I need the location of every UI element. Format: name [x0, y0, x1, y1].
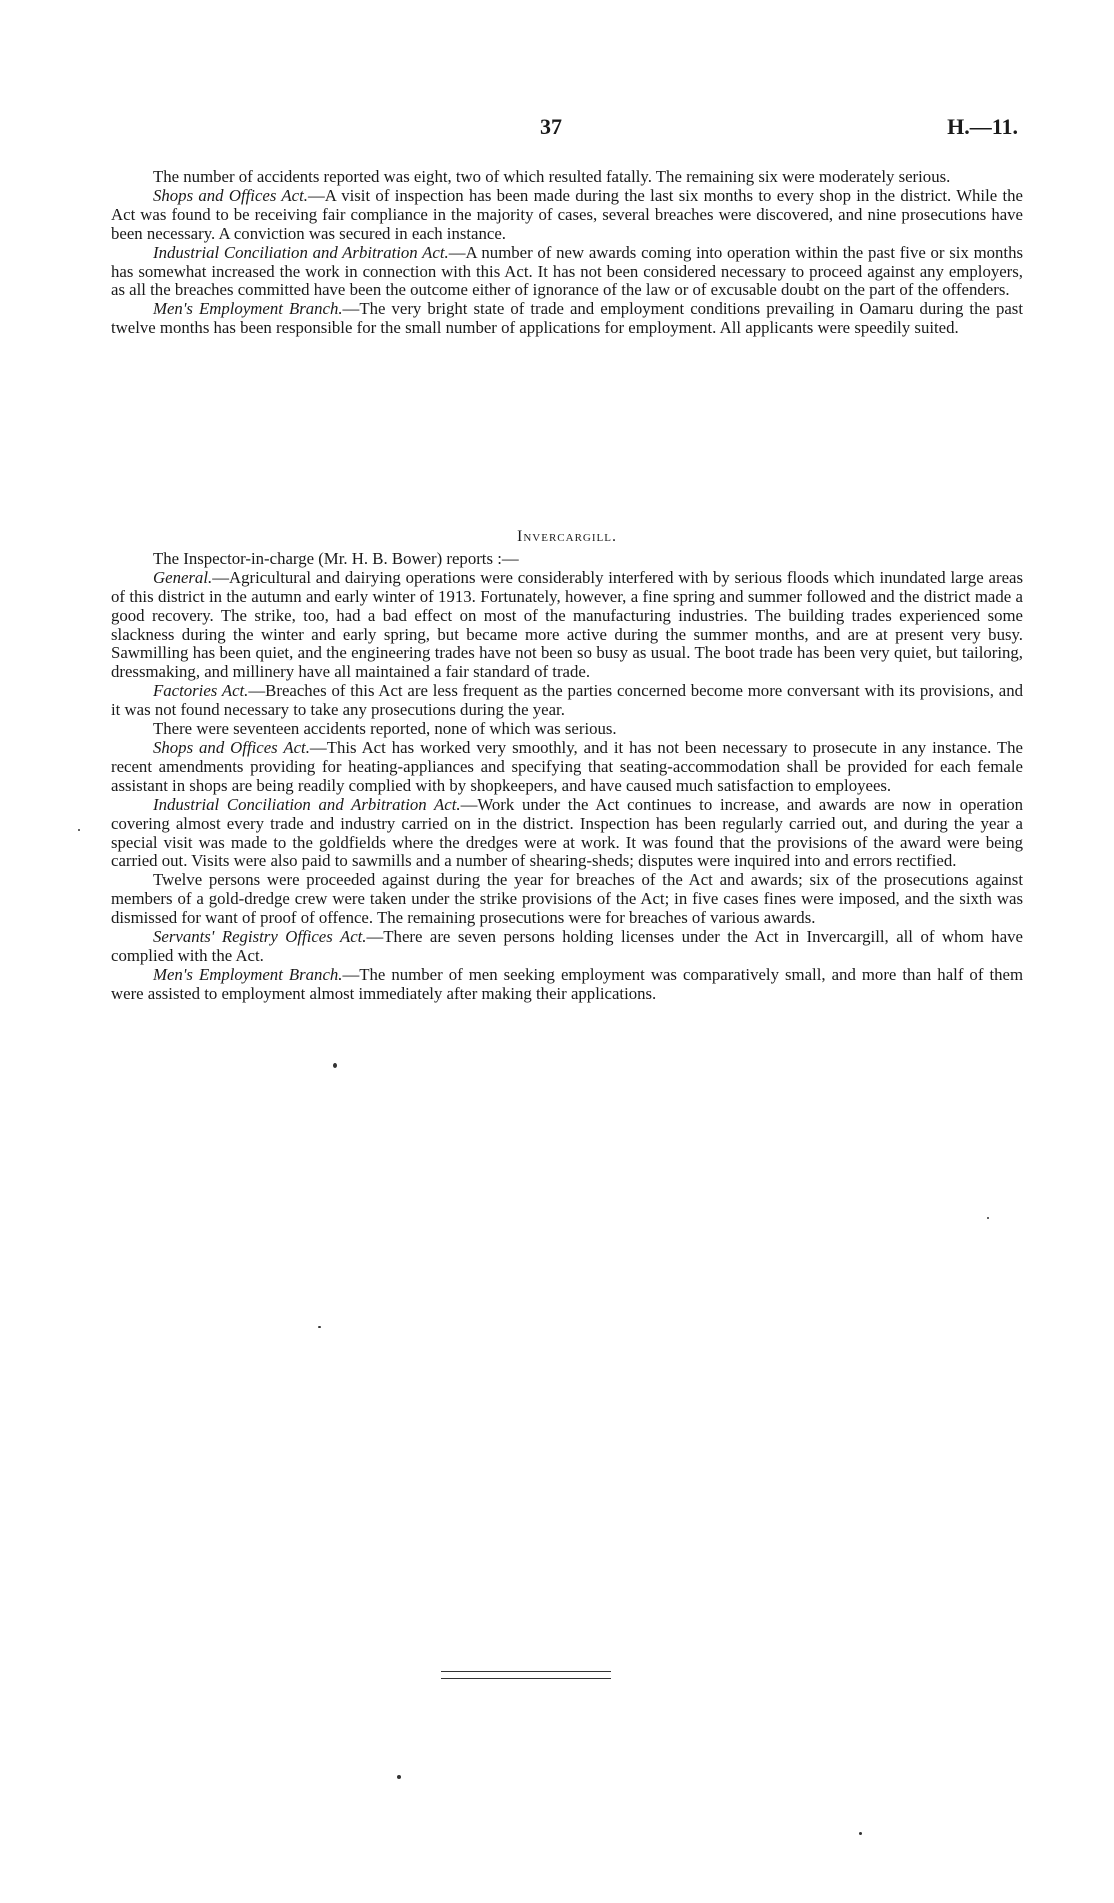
paragraph: [111, 966, 1023, 1004]
paragraph-lead: Servants' Registry Offices Act.: [153, 927, 367, 947]
paragraph: [111, 300, 1023, 338]
paragraph-text: —Breaches of this Act are less frequent as the parties concerned become more conversant with its provisions, and it was not found necessary to take any prosecutions during the year.: [111, 681, 1023, 720]
paragraph-lead: Shops and Offices Act.: [153, 185, 308, 205]
paragraph-text: —The number of men seeking employment was comparatively small, and more than half of them were assisted to employment almost immediately after making their applications.: [111, 964, 1024, 1003]
paragraph-text: There were seventeen accidents reported, none of which was serious.: [153, 719, 617, 739]
scan-speck: [333, 1063, 337, 1068]
paragraph-text: —A visit of inspection has been made during the last six months to every shop in the district. While the Act was found to be receiving fair compliance in the majority of cases, several breaches were discovered, and nine prosecutions have been necessary. A conviction was secured in each instance.: [111, 185, 1024, 243]
scan-speck: [859, 1832, 862, 1835]
paragraph-lead: Industrial Conciliation and Arbitration Act.: [153, 794, 461, 814]
paragraph-text: —The very bright state of trade and employment conditions prevailing in Oamaru during the past twelve months has been responsible for the small number of applications for employment. All applicants were speedily suited.: [111, 299, 1023, 338]
paragraph-text: Twelve persons were proceeded against during the year for breaches of the Act and awards; six of the prosecutions against members of a gold-dredge crew were taken under the strike provisions of the Act; in five cases fines were imposed, and the sixth was dismissed for want of proof of offence. The remaining prosecutions were for breaches of various awards.: [111, 870, 1023, 928]
paragraph-text: —Agricultural and dairying operations were considerably interfered with by serious floods which inundated large areas of this district in the autumn and early winter of 1913. Fortunately, however, a fine spring and summer followed and the district made a good recovery. The strike, too, had a bad effect on most of the manufacturing industries. The building trades experienced some slackness during the winter and early spring, but became more active during the summer months, and are at present very busy. Sawmilling has been quiet, and the engineering trades have not been so busy as usual. The boot trade has been very quiet, but tailoring, dressmaking, and millinery have all maintained a fair standard of trade.: [111, 567, 1023, 682]
paragraph: [111, 720, 1023, 739]
paragraph-text: —There are seven persons holding licenses under the Act in Invercargill, all of whom have complied with the Act.: [111, 927, 1023, 965]
paragraph-lead: Shops and Offices Act.: [153, 737, 310, 757]
paragraph-lead: Factories Act.: [153, 681, 249, 701]
paragraph: [111, 187, 1023, 244]
paragraph: [111, 168, 1023, 187]
closing-double-rule: [441, 1671, 611, 1679]
paragraph-text: —A number of new awards coming into operation within the past five or six months has somewhat increased the work in connection with this Act. It has not been considered necessary to proceed against any employers, as all the breaches committed have been the outcome either of ignorance of the law or of excusable doubt on the part of the offenders.: [111, 242, 1023, 300]
oamaru-continuation-section: [111, 168, 1023, 338]
paragraph-text: —This Act has worked very smoothly, and it has not been necessary to prosecute in any instance. The recent amendments providing for heating-appliances and specifying that seating-accommodation shall be provided for each female assistant in shops are being readily complied with by shopkeepers, and have caused much satisfaction to employees.: [111, 737, 1024, 795]
scan-speck: [318, 1326, 321, 1328]
scan-speck: [397, 1775, 401, 1779]
paragraph: [111, 739, 1023, 796]
paragraph-text: The number of accidents reported was eight, two of which resulted fatally. The remaining six were moderately serious.: [153, 167, 951, 186]
paragraph-lead: General.: [153, 567, 213, 587]
paragraph-lead: Men's Employment Branch.: [153, 299, 343, 319]
page-number: 37: [540, 114, 562, 139]
scan-speck: [987, 1217, 989, 1219]
section-intro: The Inspector-in-charge (Mr. H. B. Bower) reports :—: [153, 548, 519, 568]
paragraph: [111, 244, 1023, 301]
paragraph: [111, 871, 1023, 928]
paragraph: [111, 569, 1023, 682]
paragraph: [111, 796, 1023, 872]
document-reference: H.—11.: [947, 114, 1018, 139]
paragraph: [111, 682, 1023, 720]
paragraph-lead: Industrial Conciliation and Arbitration Act.: [153, 242, 449, 262]
scan-speck: [78, 829, 80, 831]
paragraph-text: —Work under the Act continues to increase, and awards are now in operation covering almost every trade and industry carried on in the district. Inspection has been regularly carried out, and during the year a special visit was made to the goldfields where the dredges were at work. It was found that the provisions of the award were being carried out. Visits were also paid to sawmills and a number of shearing-sheds; disputes were inquired into and errors rectified.: [111, 794, 1023, 871]
section-heading: Invercargill.: [517, 528, 617, 545]
paragraph: [111, 928, 1023, 966]
paragraph-lead: Men's Employment Branch.: [153, 964, 343, 984]
invercargill-section: [111, 528, 1023, 1004]
